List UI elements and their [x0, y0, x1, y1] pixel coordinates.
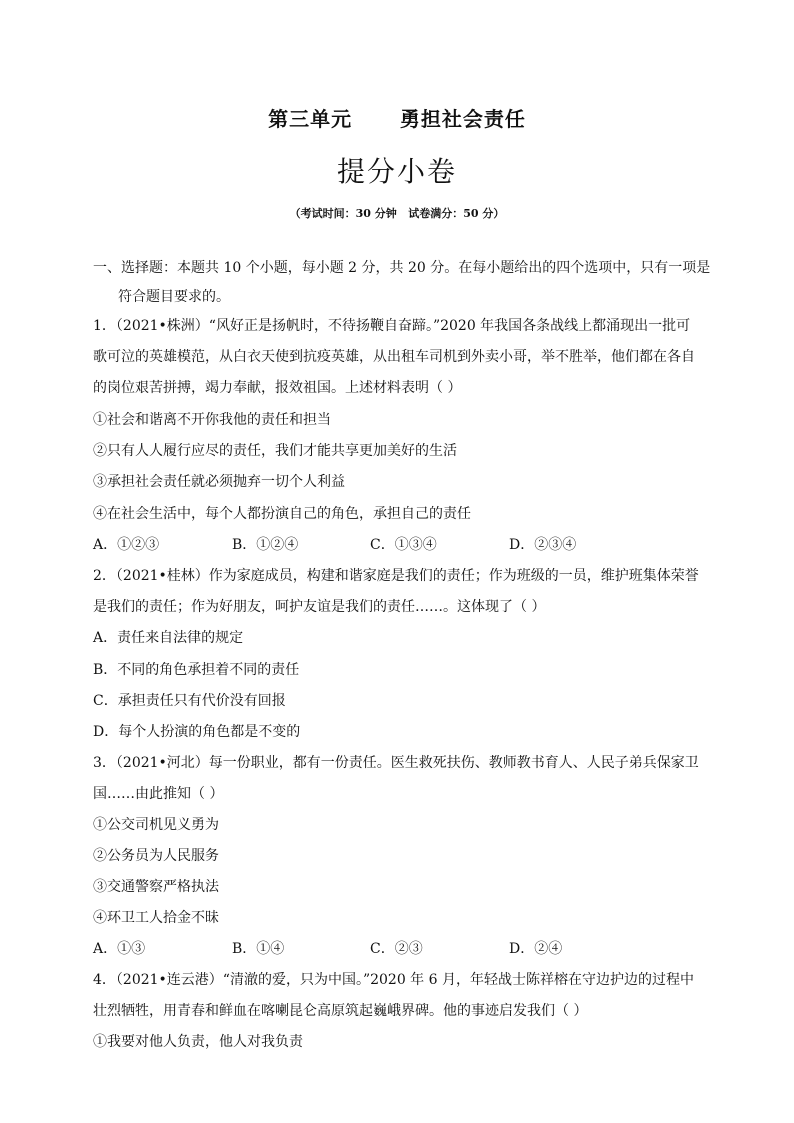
- question-3-statement: ③交通警察严格执法: [93, 879, 219, 895]
- section-heading-continued: 符合题目要求的。: [118, 289, 230, 305]
- question-1-option-d: D．②③④: [509, 537, 577, 553]
- question-2-option-b: B．不同的角色承担着不同的责任: [93, 662, 300, 678]
- question-3-option-a: A．①③: [93, 941, 146, 957]
- question-2-option-a: A．责任来自法律的规定: [93, 630, 244, 646]
- question-2-stem: 是我们的责任；作为好朋友，呵护友谊是我们的责任……。这体现了（ ）: [93, 599, 546, 615]
- question-3-statement: ④环卫工人拾金不昧: [93, 910, 219, 926]
- question-1-statement: ①社会和谐离不开你我他的责任和担当: [93, 412, 331, 428]
- question-4-stem: 壮烈牺牲，用青春和鲜血在喀喇昆仑高原筑起巍峨界碑。他的事迹启发我们（ ）: [93, 1003, 588, 1019]
- question-1-option-b: B．①②④: [232, 537, 299, 553]
- question-3-statement: ②公务员为人民服务: [93, 848, 219, 864]
- question-4-statement: ①我要对他人负责，他人对我负责: [93, 1034, 303, 1050]
- question-1-stem: 的岗位艰苦拼搏，竭力奉献，报效祖国。上述材料表明（ ）: [93, 380, 462, 396]
- question-3-option-d: D．②④: [509, 941, 563, 957]
- question-1-stem: 1．（2021•株洲）“风好正是扬帆时，不待扬鞭自奋蹄。”2020 年我国各条战线上都涌现出一批可: [93, 318, 691, 334]
- question-2-stem: 2．（2021•桂林）作为家庭成员，构建和谐家庭是我们的责任；作为班级的一员，维护班集体荣誉: [93, 568, 699, 584]
- unit-title: 第三单元 勇担社会责任: [268, 107, 526, 131]
- question-1-statement: ③承担社会责任就必须抛弃一切个人利益: [93, 474, 345, 490]
- question-3-option-b: B．①④: [232, 941, 285, 957]
- question-1-option-a: A．①②③: [93, 537, 160, 553]
- question-3-option-c: C．②③: [370, 941, 423, 957]
- page-title: 提分小卷: [336, 155, 457, 188]
- question-3-stem: 3．（2021•河北）每一份职业，都有一份责任。医生救死扶伤、教师教书育人、人民子弟兵保家卫: [93, 755, 699, 771]
- question-2-option-c: C．承担责任只有代价没有回报: [93, 693, 286, 709]
- question-1-option-c: C．①③④: [370, 537, 437, 553]
- question-4-stem: 4．（2021•连云港）“清澈的爱，只为中国。”2020 年 6 月，年轻战士陈祥榕在守边护边的过程中: [93, 972, 694, 988]
- question-1-statement: ④在社会生活中，每个人都扮演自己的角色，承担自己的责任: [93, 506, 471, 522]
- question-1-statement: ②只有人人履行应尽的责任，我们才能共享更加美好的生活: [93, 443, 457, 459]
- question-2-option-d: D．每个人扮演的角色都是不变的: [93, 724, 301, 740]
- section-heading: 一、选择题：本题共 10 个小题，每小题 2 分，共 20 分。在每小题给出的四个选项中，只有一项是: [93, 260, 711, 276]
- question-3-stem: 国……由此推知（ ）: [93, 786, 224, 802]
- exam-info: （考试时间：30 分钟 试卷满分：50 分）: [289, 207, 505, 220]
- question-1-stem: 歌可泣的英雄模范，从白衣天使到抗疫英雄，从出租车司机到外卖小哥，举不胜举，他们都在各自: [93, 349, 695, 365]
- question-3-statement: ①公交司机见义勇为: [93, 817, 219, 833]
